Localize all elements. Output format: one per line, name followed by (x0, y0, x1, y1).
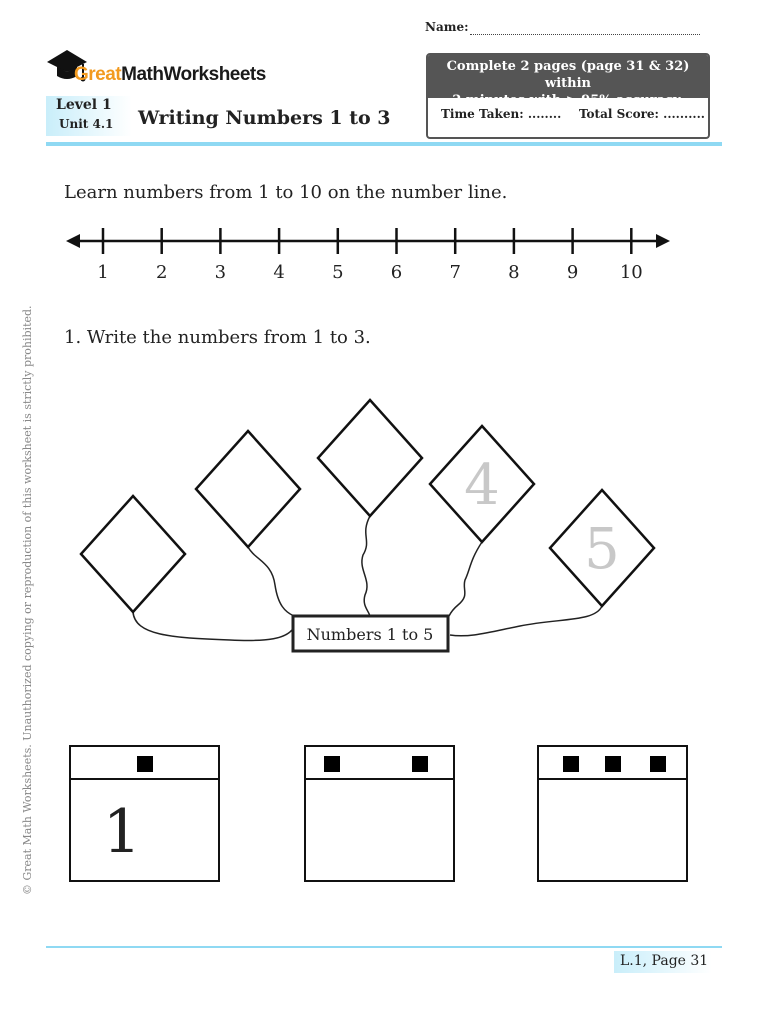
number-line-label: 7 (449, 262, 461, 283)
number-line-label: 8 (508, 262, 520, 283)
kite-label: Numbers 1 to 5 (306, 625, 434, 644)
name-field[interactable] (470, 20, 700, 35)
count-dot (324, 756, 340, 772)
footer-divider (46, 946, 722, 948)
name-label: Name: (425, 20, 469, 34)
kite-string-4 (449, 542, 482, 616)
number-line-label: 4 (273, 262, 285, 283)
kite-3[interactable] (318, 400, 422, 516)
count-dot (412, 756, 428, 772)
kite-string-1 (133, 612, 292, 641)
number-card-2 (305, 746, 454, 881)
kite-number-4: 4 (464, 453, 500, 518)
goal-line-2-rest: minutes with > 95% accuracy. (461, 93, 684, 108)
number-line-label: 3 (214, 262, 227, 283)
copyright-notice: © Great Math Worksheets. Unauthorized copying or reproduction of this worksheet is strictly prohibited. (21, 305, 34, 895)
number-line-instruction: Learn numbers from 1 to 10 on the number line. (64, 182, 508, 203)
kite-string-5 (450, 606, 602, 636)
question-1-prompt: 1. Write the numbers from 1 to 3. (64, 327, 371, 348)
kite-2[interactable] (196, 431, 300, 547)
level-label: Level 1 (56, 97, 112, 113)
number-line-label: 5 (332, 262, 344, 283)
number-line-label: 2 (155, 262, 168, 283)
kite-diagram (0, 390, 768, 670)
number-card-3 (538, 746, 687, 881)
number-line-label: 10 (619, 262, 643, 283)
goal-header (428, 55, 708, 108)
brand-name (74, 64, 266, 86)
page-number: L.1, Page 31 (620, 953, 709, 969)
writing-cards (0, 740, 768, 890)
kite-1[interactable] (81, 496, 185, 612)
count-dot (650, 756, 666, 772)
arrow-right-icon (656, 234, 670, 248)
kite-string-2 (248, 547, 294, 616)
number-line (0, 220, 768, 290)
page-title: Writing Numbers 1 to 3 (138, 107, 391, 129)
count-dot (563, 756, 579, 772)
number-card-1 (70, 746, 219, 881)
kite-number-5: 5 (584, 517, 620, 582)
unit-label: Unit 4.1 (59, 117, 114, 131)
goal-line-1: Complete 2 pages (page 31 & 32) within (446, 59, 690, 91)
goal-minutes: 2 (452, 93, 462, 108)
time-taken-field[interactable]: Time Taken: ........ (441, 107, 562, 121)
total-score-field[interactable]: Total Score: .......... (579, 107, 705, 121)
card-writing-area[interactable] (540, 781, 685, 879)
count-dot (605, 756, 621, 772)
goal-box (426, 53, 710, 139)
number-line-label: 6 (390, 262, 403, 283)
number-line-label: 9 (566, 262, 579, 283)
card-writing-area[interactable] (72, 781, 217, 879)
card-writing-area[interactable] (307, 781, 452, 879)
kite-string-3 (362, 516, 370, 616)
number-line-label: 1 (97, 262, 109, 283)
header-divider (46, 142, 722, 146)
count-dot (137, 756, 153, 772)
brand-rest: MathWorksheets (121, 64, 266, 85)
brand-great: Great (74, 64, 122, 85)
arrow-left-icon (66, 234, 80, 248)
